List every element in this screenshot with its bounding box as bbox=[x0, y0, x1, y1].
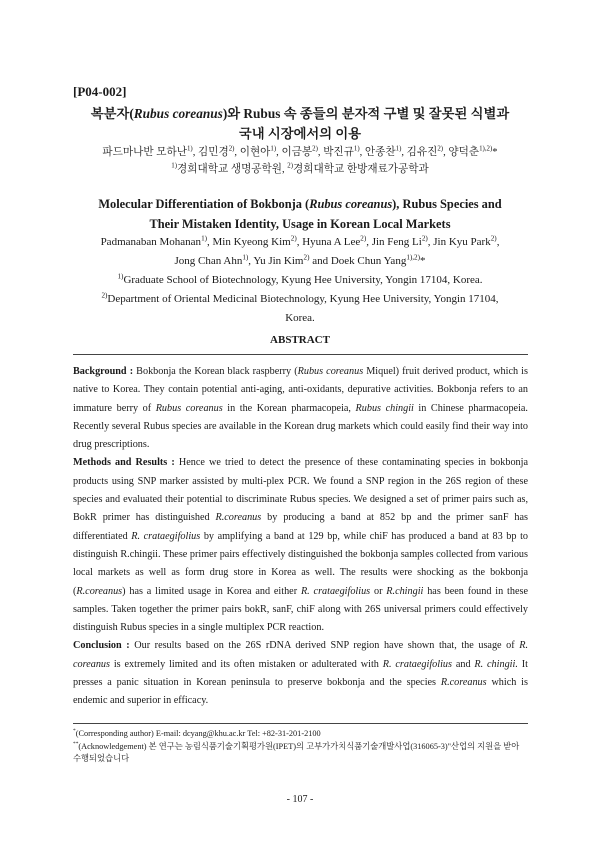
background-paragraph: Background : Bokbonja the Korean black raspberry (Rubus coreanus Miquel) fruit derived product, which is native to Korea. They contain potential anti-aging, anti-oxidants, depurative activities. Bokbonja refers to an immature berry of Rubus coreanus in the Korean pharmacopeia, Rubus chingii in Chinese pharmacopeia. Recently several Rubus species are available in the Korean drug markets which could easily find their way into drug prescriptions. bbox=[73, 366, 528, 451]
poster-code: [P04-002] bbox=[73, 84, 127, 99]
top-divider bbox=[73, 354, 528, 355]
footnotes bbox=[73, 728, 528, 766]
english-affiliation-2: $^{2)}$Department of Oriental Medicinal Biotechnology, Kyung Hee University, Yongin 17104, bbox=[101, 291, 499, 305]
abstract-heading: ABSTRACT bbox=[270, 334, 330, 346]
footnote-divider bbox=[73, 723, 528, 724]
footnote-acknowledgement: **(Acknowledgement) 본 연구는 농림식품기술기획평가원(IPET)의 고부가가치식품기술개발사업(316065-3)"산업의 지원을 받아 수행되었습니다 bbox=[73, 740, 520, 763]
footnote-corresponding: *(Corresponding author) E-mail: dcyang@khu.ac.kr Tel: +82-31-201-2100 bbox=[73, 728, 321, 738]
english-authors: Padmanaban Mohanan$^{1)}$, Min Kyeong Kim$^{2)}$, Hyuna A Lee$^{2)}$, Jin Feng Li$^{2)}$, Jin Kyu Park$^{2)}$, Jong Chan Ahn$^{1)}$, Yu Jin Kim$^{2)}$ and Doek Chun Yang$^{1),2)}$* $^{1)}$Graduate School of Biotechnology, Kyung Hee University, Yongin 17104, Korea. $^{2)}$Department of Oriental Medicinal Biotechnology, Kyung Hee University, Yongin 17104, Korea. bbox=[100, 234, 500, 324]
abstract-body bbox=[73, 363, 528, 711]
english-affiliation-1: $^{1)}$Graduate School of Biotechnology, Kyung Hee University, Yongin 17104, Korea. bbox=[117, 272, 483, 286]
korean-title: 복분자(Rubus coreanus)와 Rubus 속 종들의 분자적 구별 및 잘못된 식별과 국내 시장에서의 이용 bbox=[90, 106, 510, 141]
conclusion-paragraph: Conclusion : Our results based on the 26S rDNA derived SNP region have shown that, the usage of R. coreanus is extremely limited and its often mistaken or adulterated with R. crataegifolius and R. chingii. It presses a panic situation in Korean peninsula to preserve bokbonja and the species R.coreanus which is endemic and superior in efficacy. bbox=[73, 640, 528, 707]
korean-affiliations: $^{1)}$경희대학교 생명공학원, $^{2)}$경희대학교 한방재료가공학과 bbox=[171, 162, 429, 175]
korean-title-line2: 국내 시장에서의 이용 bbox=[238, 126, 362, 141]
korean-authors: 파드마나반 모하난$^{1)}$, 김민경$^{2)}$, 이현아$^{1)}$, 이금봉$^{2)}$, 박진규$^{1)}$, 안종찬$^{1)}$, 김유진$^{2)}$, 양덕춘$^{1),2)}$* $^{1)}$경희대학교 생명공학원, $^{2)}$경희대학교 한방재료가공학과 bbox=[102, 145, 498, 175]
page-number: - 107 - bbox=[286, 794, 314, 805]
methods-paragraph: Methods and Results : Hence we tried to detect the presence of these contaminating species in bokbonja products using SNP marker assisted by multi-plex PCR. We found a SNP region in the 26S region of these species and evaluated their potential to discriminate Rubus species. We designed a set of primer pairs such as, BokR primer has distinguished R.coreanus by producing a band at 852 bp and the primer sanF has differentiated R. crataegifolius by amplifying a band at 129 bp, while chiF has produced a band at 83 bp to distinguish R.chingii. These primer pairs effectively distinguished the bokbonja samples collected from various local markets as well as form drug store in Korea as well. The results were shocking as the bokbonja (R.coreanus) has a limited usage in Korea and either R. crataegifolius or R.chingii has been found in these samples. Taken together the primer pairs bokR, sanF, chiF along with 26S universal primers could effectively distinguish Rubus species in a single multiplex PCR reaction. bbox=[73, 457, 529, 634]
english-title: Molecular Differentiation of Bokbonja (Rubus coreanus), Rubus Species and Their Mistaken Identity, Usage in Korean Local Markets bbox=[98, 197, 502, 231]
